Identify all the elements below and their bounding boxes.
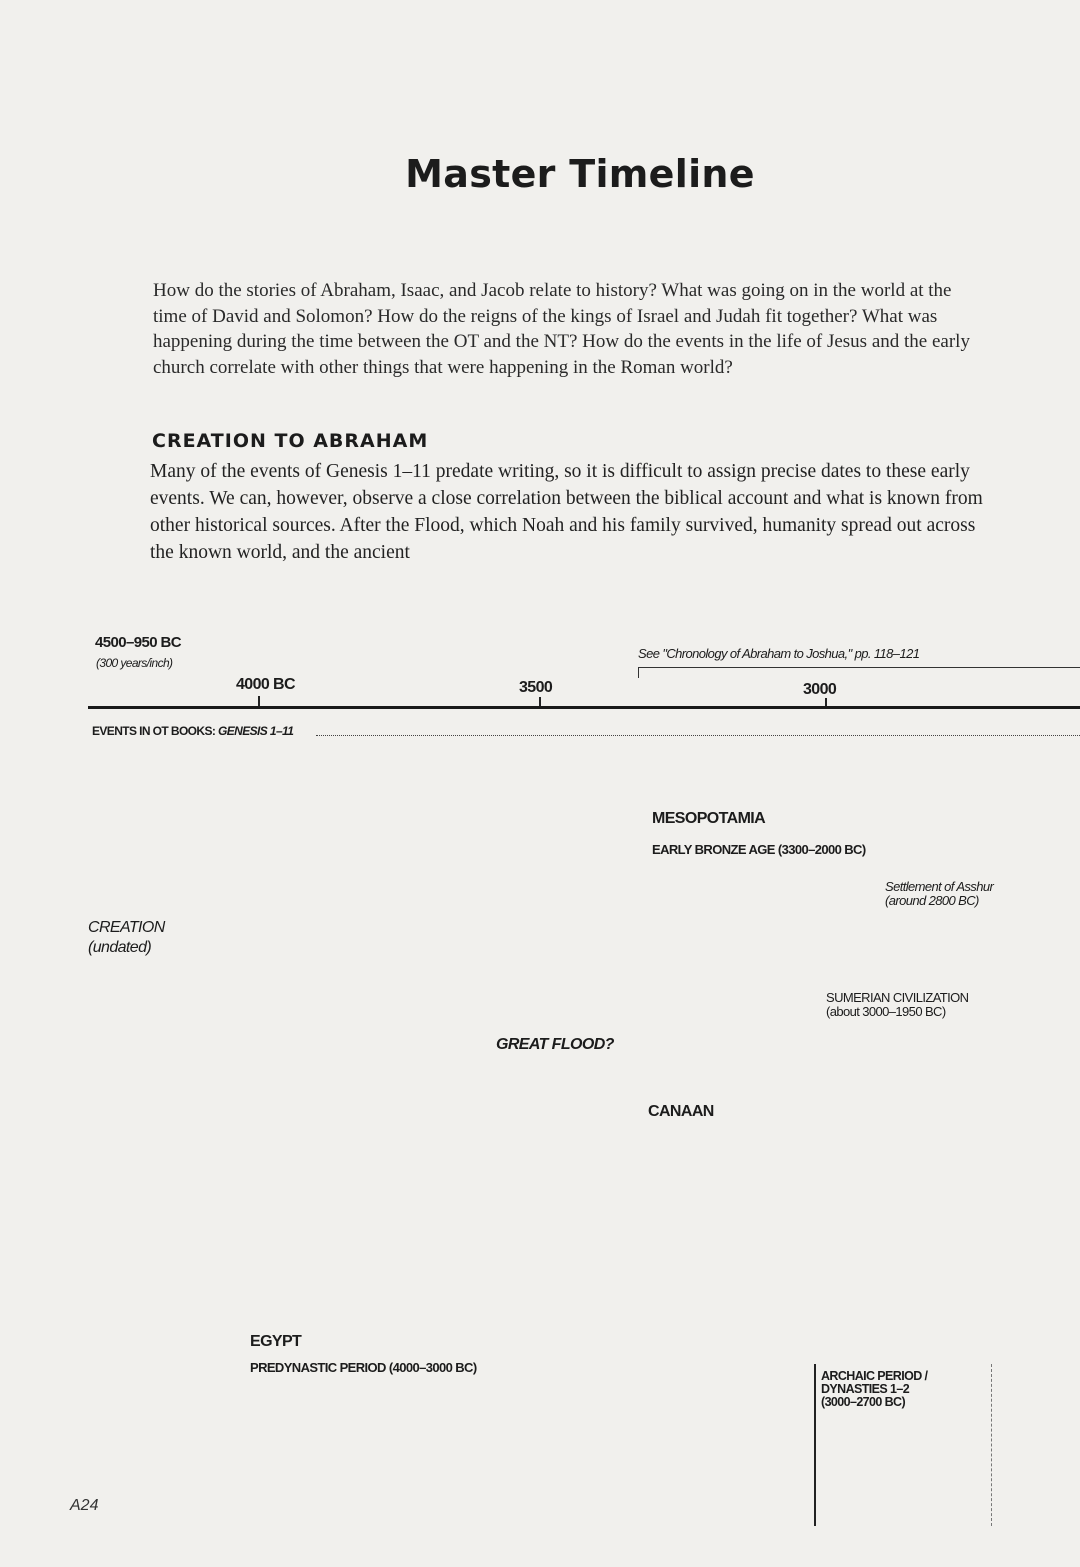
note-asshur <box>885 880 993 908</box>
page-title: Master Timeline <box>405 152 755 196</box>
timeline-axis <box>88 706 1080 709</box>
note-sumerian-line1: SUMERIAN CIVILIZATION <box>826 990 969 1005</box>
note-asshur-line1: Settlement of Asshur <box>885 879 994 894</box>
note-sumerian <box>826 991 968 1019</box>
period-predynastic: PREDYNASTIC PERIOD (4000–3000 BC) <box>250 1360 477 1375</box>
note-archaic-line2: DYNASTIES 1–2 <box>821 1382 910 1396</box>
tick-label-3000: 3000 <box>803 681 837 698</box>
note-great-flood: GREAT FLOOD? <box>496 1036 614 1053</box>
section-heading: CREATION TO ABRAHAM <box>152 430 429 452</box>
tick-label-4000: 4000 BC <box>236 676 295 693</box>
timeline-scale: (300 years/inch) <box>96 656 173 670</box>
events-label-text: EVENTS IN OT BOOKS: <box>92 724 216 738</box>
see-reference-bracket <box>638 667 1080 678</box>
note-creation <box>88 918 165 958</box>
section-body: Many of the events of Genesis 1–11 predate writing, so it is difficult to assign precise dates to these early events. We can, however, observe a close correlation between the biblical account and what is known from other historical sources. After the Flood, which Noah and his family survived, humanity spread out across the known world, and the ancient <box>150 461 983 563</box>
page-number: A24 <box>70 1497 99 1514</box>
note-archaic-line1: ARCHAIC PERIOD / <box>821 1369 928 1383</box>
region-egypt: EGYPT <box>250 1333 302 1350</box>
events-books: GENESIS 1–11 <box>218 724 294 738</box>
events-label <box>92 724 293 738</box>
period-early-bronze-age: EARLY BRONZE AGE (3300–2000 BC) <box>652 842 866 857</box>
note-creation-line2: (undated) <box>88 939 152 956</box>
timeline-range: 4500–950 BC <box>95 634 181 651</box>
see-reference: See "Chronology of Abraham to Joshua," pp. 118–121 <box>638 646 920 661</box>
region-mesopotamia: MESOPOTAMIA <box>652 810 766 827</box>
note-archaic-period <box>821 1370 927 1409</box>
note-sumerian-line2: (about 3000–1950 BC) <box>826 1004 946 1019</box>
events-dotted-line <box>316 735 1080 736</box>
note-creation-line1: CREATION <box>88 919 165 936</box>
note-asshur-line2: (around 2800 BC) <box>885 893 979 908</box>
note-archaic-line3: (3000–2700 BC) <box>821 1395 906 1409</box>
tick-label-3500: 3500 <box>519 679 553 696</box>
region-canaan: CANAAN <box>648 1103 714 1120</box>
intro-paragraph: How do the stories of Abraham, Isaac, and Jacob relate to history? What was going on in the world at the time of David and Solomon? How do the reigns of the kings of Israel and Judah fit together? What was happening during the time between the OT and the NT? How do the events in the life of Jesus and the early church correlate with other things that were happening in the Roman world? <box>153 280 970 378</box>
